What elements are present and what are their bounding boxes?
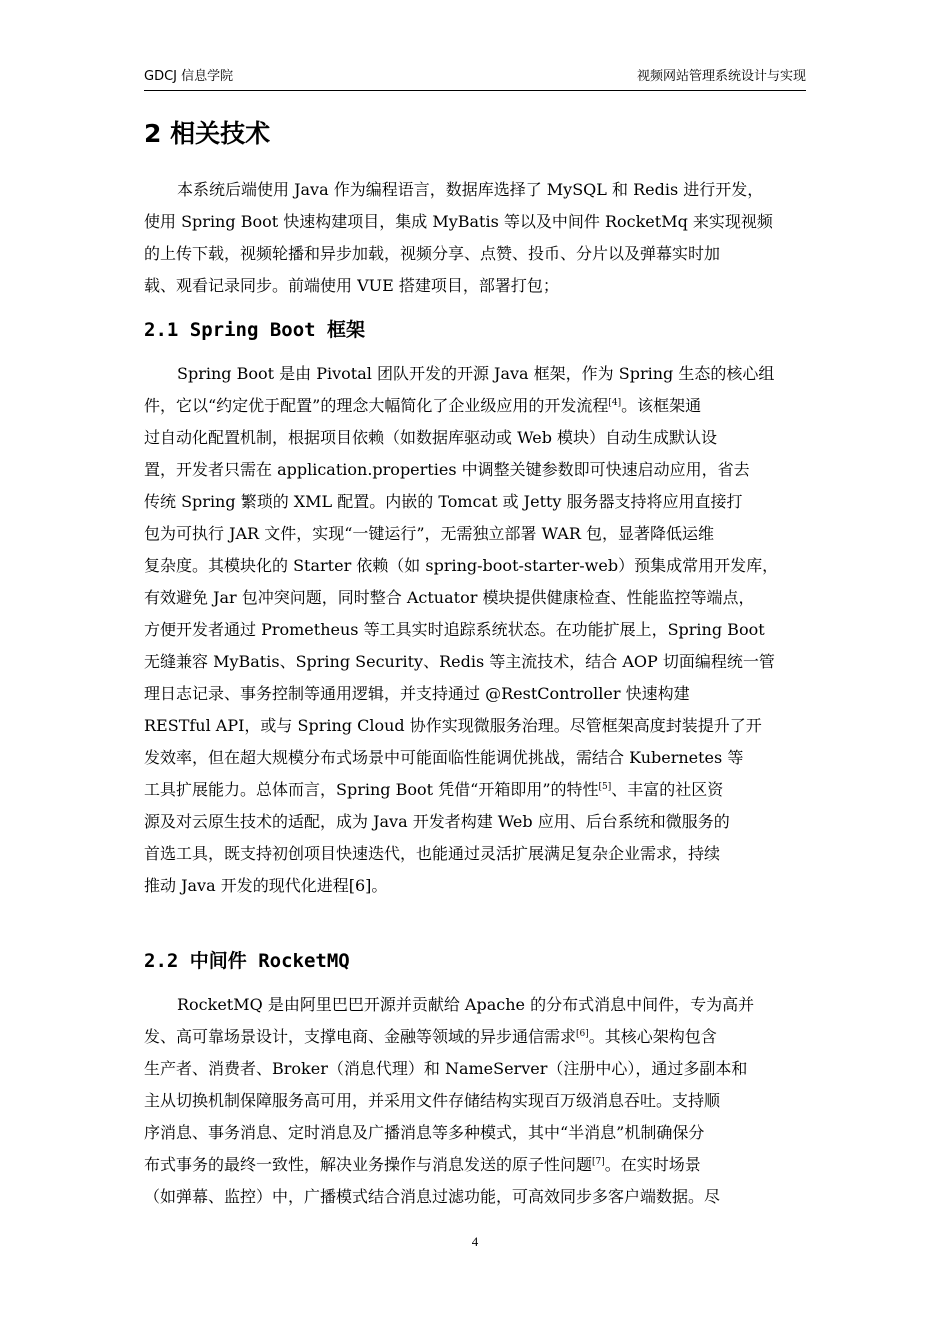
header-institution: GDCJ 信息学院 bbox=[144, 69, 234, 84]
paragraph-line: 过自动化配置机制，根据项目依赖（如数据库驱动或 Web 模块）自动生成默认设 bbox=[144, 428, 718, 447]
paragraph-line: 复杂度。其模块化的 Starter 依赖（如 spring-boot-starter-web）预集成常用开发库， bbox=[144, 556, 779, 575]
page-number: 4 bbox=[471, 1234, 479, 1249]
paragraph-line: RESTful API，或与 Spring Cloud 协作实现微服务治理。尽管框架高度封装提升了开 bbox=[144, 716, 762, 735]
paragraph-line: 生产者、消费者、Broker（消息代理）和 NameServer（注册中心），通过多副本和 bbox=[144, 1059, 748, 1078]
spring-boot-paragraph bbox=[144, 358, 838, 902]
paragraph-line: 方便开发者通过 Prometheus 等工具实时追踪系统状态。在功能扩展上，Spring Boot bbox=[144, 620, 765, 639]
text-run: 。该框架通 bbox=[621, 396, 702, 415]
paragraph-line: 无缝兼容 MyBatis、Spring Security、Redis 等主流技术，结合 AOP 切面编程统一管 bbox=[144, 652, 775, 671]
citation: [7] bbox=[592, 1157, 605, 1167]
header-rule bbox=[144, 90, 806, 91]
paragraph-line: 置，开发者只需在 application.properties 中调整关键参数即可快速启动应用，省去 bbox=[144, 460, 750, 479]
paragraph-line: Spring Boot 是由 Pivotal 团队开发的开源 Java 框架，作为 Spring 生态的核心组 bbox=[177, 364, 775, 383]
paragraph-line: 本系统后端使用 Java 作为编程语言，数据库选择了 MySQL 和 Redis 进行开发， bbox=[177, 180, 764, 199]
subsection-title-rocketmq: 2.2 中间件 RocketMQ bbox=[144, 950, 350, 972]
paragraph-line: 包为可执行 JAR 文件，实现“一键运行”，无需独立部署 WAR 包，显著降低运维 bbox=[144, 524, 714, 543]
text-run: 发、高可靠场景设计，支撑电商、金融等领域的异步通信需求 bbox=[144, 1027, 577, 1046]
text-run: 。其核心架构包含 bbox=[588, 1027, 717, 1046]
subsection-title-spring-boot: 2.1 Spring Boot 框架 bbox=[144, 319, 366, 341]
paragraph-line: RocketMQ 是由阿里巴巴开源并贡献给 Apache 的分布式消息中间件，专为高并 bbox=[177, 995, 755, 1014]
citation: [5] bbox=[598, 782, 612, 792]
text-run: 件，它以“约定优于配置”的理念大幅简化了企业级应用的开发流程 bbox=[144, 396, 609, 415]
paragraph-line: （如弹幕、监控）中，广播模式结合消息过滤功能，可高效同步多客户端数据。尽 bbox=[144, 1187, 721, 1206]
paragraph-line: 序消息、事务消息、定时消息及广播消息等多种模式，其中“半消息”机制确保分 bbox=[144, 1123, 705, 1142]
paragraph-line: 主从切换机制保障服务高可用，并采用文件存储结构实现百万级消息吞吐。支持顺 bbox=[144, 1091, 721, 1110]
paragraph-line: 传统 Spring 繁琐的 XML 配置。内嵌的 Tomcat 或 Jetty 服务器支持将应用直接打 bbox=[144, 492, 743, 511]
paragraph-line: 载、观看记录同步。前端使用 VUE 搭建项目，部署打包； bbox=[144, 276, 559, 295]
paragraph-line: 使用 Spring Boot 快速构建项目，集成 MyBatis 等以及中间件 RocketMq 来实现视频 bbox=[144, 212, 773, 231]
paragraph-line bbox=[144, 774, 838, 806]
text-run: 、丰富的社区资 bbox=[611, 780, 724, 799]
paragraph-line: 推动 Java 开发的现代化进程[6]。 bbox=[144, 876, 388, 895]
intro-paragraph bbox=[144, 174, 838, 302]
paragraph-line: 有效避免 Jar 包冲突问题，同时整合 Actuator 模块提供健康检查、性能监控等端点， bbox=[144, 588, 755, 607]
citation: [6] bbox=[576, 1029, 589, 1039]
paragraph-line bbox=[144, 1021, 838, 1053]
text-run: 工具扩展能力。总体而言，Spring Boot 凭借“开箱即用”的特性 bbox=[144, 780, 599, 799]
paragraph-line: 理日志记录、事务控制等通用逻辑，并支持通过 @RestController 快速构建 bbox=[144, 684, 690, 703]
paragraph-line: 首选工具，既支持初创项目快速迭代，也能通过灵活扩展满足复杂企业需求，持续 bbox=[144, 844, 721, 863]
paragraph-line: 的上传下载，视频轮播和异步加载，视频分享、点赞、投币、分片以及弹幕实时加 bbox=[144, 244, 721, 263]
header-thesis-title: 视频网站管理系统设计与实现 bbox=[636, 69, 806, 84]
text-run: 布式事务的最终一致性，解决业务操作与消息发送的原子性问题 bbox=[144, 1155, 593, 1174]
text-run: 。在实时场景 bbox=[604, 1155, 701, 1174]
paragraph-line bbox=[144, 1149, 838, 1181]
paragraph-line bbox=[144, 390, 838, 422]
paragraph-line: 源及对云原生技术的适配，成为 Java 开发者构建 Web 应用、后台系统和微服务的 bbox=[144, 812, 730, 831]
citation: [4] bbox=[608, 398, 622, 408]
section-title: 2 相关技术 bbox=[144, 119, 271, 148]
rocketmq-paragraph bbox=[144, 989, 838, 1213]
paragraph-line: 发效率，但在超大规模分布式场景中可能面临性能调优挑战，需结合 Kubernetes 等 bbox=[144, 748, 744, 767]
